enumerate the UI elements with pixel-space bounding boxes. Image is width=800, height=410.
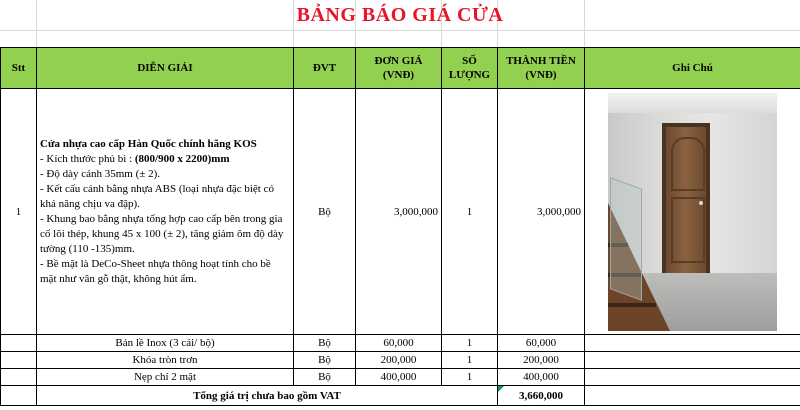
header-so-luong-line2: LƯỢNG bbox=[448, 69, 491, 81]
header-don-gia-line2: (VNĐ) bbox=[382, 69, 415, 81]
header-stt[interactable]: Stt bbox=[1, 48, 37, 89]
cell-thanh-tien[interactable]: 200,000 bbox=[498, 352, 585, 369]
door-panel-bottom bbox=[671, 197, 705, 263]
header-don-gia-line1: ĐƠN GIÁ bbox=[374, 55, 423, 67]
cell-ghi-chu[interactable] bbox=[585, 369, 800, 386]
cell-don-gia[interactable]: 200,000 bbox=[356, 352, 442, 369]
description-size-label: - Kích thước phủ bì : bbox=[40, 152, 135, 165]
cell-ghi-chu[interactable] bbox=[585, 386, 800, 406]
total-value[interactable]: 3,660,000 bbox=[498, 386, 585, 406]
stair-step bbox=[608, 303, 656, 307]
cell-stt[interactable] bbox=[1, 369, 37, 386]
cell-item-name[interactable]: Khóa tròn trơn bbox=[37, 352, 294, 369]
header-don-gia[interactable] bbox=[356, 48, 442, 89]
cell-stt[interactable]: 1 bbox=[1, 89, 37, 335]
cell-dvt[interactable]: Bộ bbox=[294, 369, 356, 386]
table-row bbox=[1, 352, 800, 369]
page-title: BẢNG BÁO GIÁ CỬA bbox=[296, 3, 504, 26]
cell-thanh-tien[interactable]: 60,000 bbox=[498, 335, 585, 352]
cell-stt[interactable] bbox=[1, 352, 37, 369]
cell-dvt[interactable]: Bộ bbox=[294, 352, 356, 369]
header-dvt[interactable]: ĐVT bbox=[294, 48, 356, 89]
cell-ghi-chu[interactable] bbox=[585, 352, 800, 369]
header-thanh-tien[interactable] bbox=[498, 48, 585, 89]
description-line: - Độ dày cánh 35mm (± 2). bbox=[40, 167, 160, 180]
door-panel-top bbox=[671, 137, 705, 191]
cell-don-gia[interactable]: 60,000 bbox=[356, 335, 442, 352]
cell-so-luong[interactable]: 1 bbox=[442, 89, 498, 335]
description-line bbox=[40, 152, 290, 167]
cell-dvt[interactable]: Bộ bbox=[294, 335, 356, 352]
description-line: - Bề mặt là DeCo-Sheet nhựa thông hoạt tính cho bề mặt như vân gỗ thật, không hút ẩm. bbox=[40, 257, 271, 285]
cell-so-luong[interactable]: 1 bbox=[442, 335, 498, 352]
table-row-main bbox=[1, 89, 800, 335]
description-line: - Kết cấu cánh bằng nhựa ABS (loại nhựa đặc biệt có khả năng chịu va đập). bbox=[40, 182, 274, 210]
header-ghi-chu[interactable]: Ghi Chú bbox=[585, 48, 800, 89]
header-thanh-tien-line2: (VNĐ) bbox=[525, 69, 557, 81]
description-size-value: (800/900 x 2200)mm bbox=[134, 152, 230, 165]
cell-item-name[interactable]: Nẹp chỉ 2 mặt bbox=[37, 369, 294, 386]
cell-thanh-tien[interactable]: 400,000 bbox=[498, 369, 585, 386]
cell-so-luong[interactable]: 1 bbox=[442, 369, 498, 386]
cell-don-gia[interactable]: 400,000 bbox=[356, 369, 442, 386]
door-knob bbox=[699, 201, 703, 205]
title-row[interactable] bbox=[0, 0, 800, 30]
table-row bbox=[1, 369, 800, 386]
description-title: Cửa nhựa cao cấp Hàn Quốc chính hãng KOS bbox=[40, 137, 257, 150]
glass-railing bbox=[610, 177, 642, 301]
cell-thanh-tien[interactable]: 3,000,000 bbox=[498, 89, 585, 335]
quote-table bbox=[0, 47, 800, 406]
photo-ceiling bbox=[608, 93, 777, 113]
header-so-luong[interactable] bbox=[442, 48, 498, 89]
total-row bbox=[1, 386, 800, 406]
header-so-luong-line1: SỐ bbox=[462, 55, 477, 67]
cell-stt[interactable] bbox=[1, 386, 37, 406]
cell-don-gia[interactable]: 3,000,000 bbox=[356, 89, 442, 335]
header-dien-giai[interactable]: DIỄN GIẢI bbox=[37, 48, 294, 89]
cell-so-luong[interactable]: 1 bbox=[442, 352, 498, 369]
description-line: - Khung bao bằng nhựa tổng hợp cao cấp bên trong gia cố lõi thép, khung 45 x 100 (± 2), tăng giảm ôm độ dày tường (110 -135)mm. bbox=[40, 212, 284, 255]
door-photo[interactable] bbox=[608, 93, 777, 331]
header-row bbox=[1, 48, 800, 89]
cell-item-name[interactable]: Bản lề Inox (3 cái/ bộ) bbox=[37, 335, 294, 352]
gridline bbox=[0, 30, 800, 31]
cell-stt[interactable] bbox=[1, 335, 37, 352]
header-thanh-tien-line1: THÀNH TIỀN bbox=[506, 55, 576, 67]
table-row bbox=[1, 335, 800, 352]
cell-ghi-chu[interactable] bbox=[585, 89, 800, 335]
cell-ghi-chu[interactable] bbox=[585, 335, 800, 352]
cell-description[interactable] bbox=[37, 89, 294, 335]
cell-dvt[interactable]: Bộ bbox=[294, 89, 356, 335]
total-label[interactable]: Tổng giá trị chưa bao gồm VAT bbox=[37, 386, 498, 406]
